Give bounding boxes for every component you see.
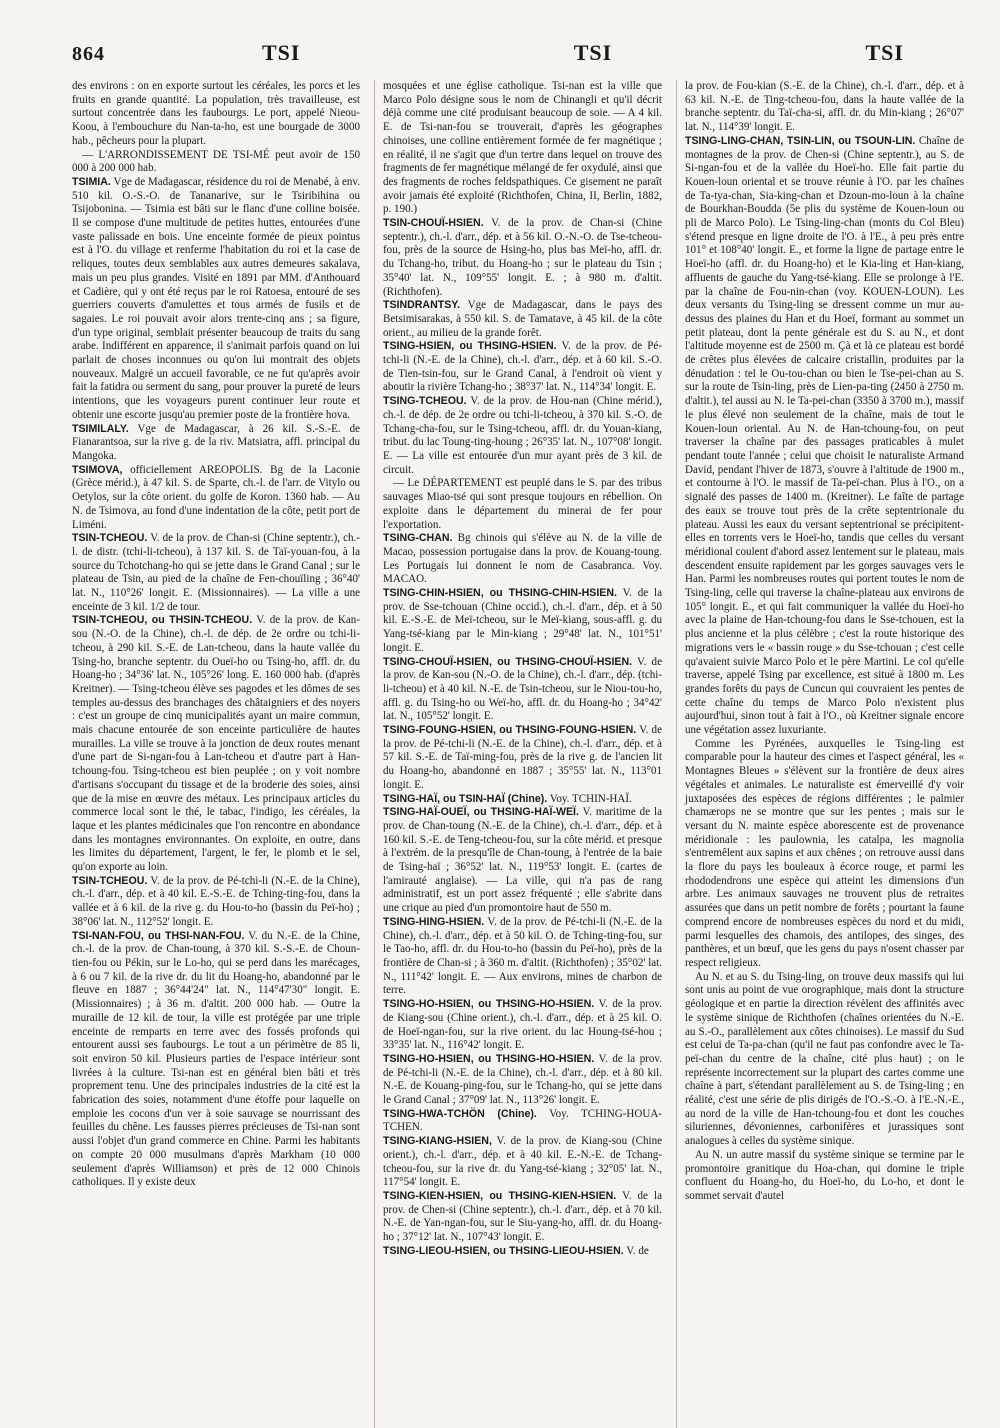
entry-text: V. de la prov. de Kiang-sou (Chine orient.), ch.-l. d'arr., dép. et à 25 kil. O. de Hoeï-ngan-fou, sur la rive orient. du lac Houng-tsé-hou ; 33°35' lat. N., 116°42' longit. E.: [383, 998, 662, 1052]
column-1: [72, 80, 360, 1428]
dictionary-entry: [383, 217, 662, 299]
entry-headword: TSIMILALY.: [72, 422, 129, 435]
column-2: [374, 80, 662, 1428]
entry-text: Au N. et au S. du Tsing-ling, on trouve deux massifs qui lui sont unis au point de vue orographique, mais dont la structure géologique et en partie la direction révèlent des affinités avec le système sinique de Richthofen (chaînes orientées du N.-E. au S.-O., parallèlement aux côtes chinoises). Le massif du Sud est celui de Ta-pa-chan (qu'il ne faut pas confondre avec le Ta-peï-chan du centre de la chaîne, cité plus haut) ; on le représente incorrectement sur la plupart des cartes comme une chaîne à part, s'étendant parallèlement au S. de Tsing-ling ; en réalité, c'est une série de plis dirigés de l'O.-S.-O. à l'E.-N.-E., au nord de la ville de Han-tchoung-fou et dont les couches siluriennes, dévoniennes, carbonifères et jurassiques sont analogues à celles du système sinique.: [685, 970, 964, 1148]
entry-headword: TSING-TCHEOU.: [383, 395, 467, 408]
entry-text: V. de la prov. de Pé-tchi-li (N.-E. de la Chine), ch.-l. d'arr., dép. et à 60 kil. S.-O. de Tien-tsin-fou, sur le Grand Canal, à l'endroit où vient y aboutir la rivière Tchang-ho ; 38°37' lat. N., 114°34' longit. E.: [383, 340, 662, 394]
dictionary-entry: [383, 340, 662, 395]
running-head-right: TSI: [865, 40, 904, 65]
entry-text: V. de la prov. de Chen-si (Chine septentr.), ch.-l. d'arr., dép. et à 70 kil. N.-E. de Yan-ngan-fou, sur le Siu-yang-ho, affl. dr. du Hoang-ho ; 37°12' lat. N., 107°43' longit. E.: [383, 1189, 662, 1244]
entry-text: Bg chinois qui s'élève au N. de la ville de Macao, possession portugaise dans la prov. de Kouang-toung. Les Portugais lui donnent le nom de Casabranca. Voy. MACAO.: [383, 532, 662, 586]
entry-headword: TSING-LIEOU-HSIEN, ou THSING-LIEOU-HSIEN.: [383, 1244, 624, 1257]
entry-headword: TSING-LING-CHAN, TSIN-LIN, ou TSOUN-LIN.: [685, 134, 916, 147]
dictionary-entry: [383, 587, 662, 656]
dictionary-entry: [383, 806, 662, 916]
entry-headword: TSING-HAÏ, ou TSIN-HAÏ (Chine).: [383, 792, 548, 805]
entry-text: Vge de Madagascar, dans le pays des Betsimisarakas, à 550 kil. S. de Tamatave, à 45 kil. de la côte orient., au milieu de la grande forêt.: [383, 299, 662, 339]
entry-headword: TSING-HO-HSIEN, ou THSING-HO-HSIEN.: [383, 1052, 595, 1065]
dictionary-entry: [383, 395, 662, 477]
dictionary-entry: [72, 464, 360, 533]
text-columns: [72, 80, 964, 1428]
entry-headword: TSING-CHIN-HSIEN, ou THSING-CHIN-HSIEN.: [383, 587, 617, 600]
dictionary-entry: [383, 1053, 662, 1108]
dictionary-entry: [72, 875, 360, 930]
entry-text: V. de la prov. de Hou-nan (Chine mérid.), ch.-l. de dép. de 2e ordre ou tchi-li-tcheou, à 370 kil. S.-O. de Tchang-cha-fou, sur le Tsing-tcheou, affl. dr. du Youan-kiang, tribut. du lac Toung-ting-houng ; 26°35' lat. N., 107°08' longit. E. — La ville est entourée d'un mur ayant près de 3 kil. de circuit.: [383, 395, 662, 476]
entry-text: Au N. un autre massif du système sinique se termine par le promontoire granitique du Hoa-chan, qui domine le triple confluent du Hoang-ho, du Hoeï-ho, du Lo-ho, et dont le sommet servait d'autel: [685, 1148, 964, 1202]
entry-text: V. de la prov. de Kiang-sou (Chine orient.), ch.-l. d'arr., dép. et à 40 kil. E.-N.-E. de Tchang-tcheou-fou, sur la rive dr. du Yang-tsé-kiang ; 32°05' lat. N., 117°54' longit. E.: [383, 1135, 662, 1189]
text-paragraph: [72, 149, 360, 176]
entry-headword: TSING-HWA-TCHÖN (Chine).: [383, 1107, 537, 1120]
dictionary-entry: [383, 1108, 662, 1135]
dictionary-entry: [383, 1190, 662, 1245]
entry-text: V. de la prov. de Kan-sou (N.-O. de la Chine), ch.-l. de dép. de 2e ordre ou tchi-li-tcheou, à 290 kil. S.-E. de Lan-tcheou, dans la haute vallée du Tsing-ho, branche septentr. du Oueï-ho ou Tsing-ho, affl. dr. du Hoang-ho ; 34°36' lat. N., 105°26' long. E. 160 000 hab. (d'après Kreitner). — Tsing-tcheou élève ses pagodes et les dômes de ses temples au-dessus des branchages des châtaigniers et des noyers : c'est un groupe de cinq municipalités ayant un maire commun, mais chacune entourée de son enceinte particulière de hautes murailles. La ville se trouve à la jonction de deux routes menant d'une part de Si-ngan-fou à Lan-tcheou et d'autre part à Han-tchoung-fou. Tsing-tcheou est bien peuplée ; on y voit nombre d'artisans s'occupant du tissage et de la broderie des soies, ainsi que de la mise en œuvre des métaux. Les principaux articles du commerce local sont le thé, le tabac, l'indigo, les céréales, la laque et les plantes médicinales que l'on rencontre en abondance dans les montagnes environnantes. On exploite, en outre, dans les limites du département, l'argent, le fer, le plomb et le sel, qu'on exporte au loin.: [72, 614, 360, 874]
page-number: 864: [72, 43, 105, 65]
entry-text: Chaîne de montagnes de la prov. de Chen-si (Chine septentr.), au S. de Si-ngan-fou et de la vallée du Hoeï-ho. Elle fait partie du Kouen-loun oriental et se trouve réunie à l'O. par les chaînes de Ta-tya-chan, Sia-king-chan et Dzoun-mo-loun à la chaîne de Bourkhan-Boudda (5e plis du système de Kouen-loun ou pli de Marco Polo). Le Tsing-ling-chan (monts du Col Bleu) s'étend presque en ligne droite de l'O. à l'E., à peu près entre 101° et 108°40' longit. E., et forme la ligne de partage entre le Hoeï-ho (affl. dr. du Hoang-ho) et le Kia-ling et Han-kiang, affluents de gauche du Yang-tsé-kiang. Elle se prolonge à l'E. par la chaîne de Fou-nin-chan (voy. KOUEN-LOUN). Les deux versants du Tsing-ling se dressent comme un mur au-dessus des plaines du Han et du Hoeï, formant au sommet un petit plateau, dont la pente générale est du S. au N., et dont l'altitude moyenne est de 2500 m. Çà et là ce plateau est bordé de crêtes plus élevées de calcaire cristallin, produites par la dénudation : tel le Ou-tou-chan ou bien le Tse-pei-chan au S. sur la route de Tsin-ling, près de Lien-pa-ting (2450 à 2750 m. d'altit.), tel aussi au N. le Ta-pei-chan (3350 à 3700 m.), massif le plus élevé non seulement de la chaîne, mais de tout le Kouen-loun oriental. Au N. de Han-tchoung-fou, on peut traverser la chaîne par des passages praticables à mulet pendant toute l'année ; celui que choisit le naturaliste Armand David, pendant l'hiver de 1873, s'ouvre à l'altitude de 1900 m., et contourne à l'O. le massif de Ta-peï-chan. Plus à l'O., on a signalé des passes de 1400 m. (Kreitner). Le faîte de partage des eaux se trouve tout près de la crête septentrionale du plateau. Aussi les eaux du versant septentrional se précipitent-elles en torrents vers le Hoeï-ho, tandis que celles du versant méridional coulent d'abord assez lentement sur le plateau, mais descendent ensuite rapidement par les gorges sauvages vers le Han. Parmi les nombreuses routes qui portent toutes le nom de Tsing-ling, celle qui traverse la chaîne-plateau aux environs de 105° longit. E., et qui fait communiquer la vallée du Hoeï-ho avec la plaine de Han-tchoung-fou dans le Sse-tchouen, est la plus ancienne et la plus célèbre ; c'est la route historique des migrations vers le « bassin rouge » du Sse-tchouan ; c'est celle qu'avaient suivie Marco Polo et le père Martini. Le col qu'elle traverse, appelé Tsing par excellence, est situé à 1800 m. Les grandes forêts du pays de Cuncun qui couvraient les pentes de cette chaîne du temps de Marco Polo n'existent plus aujourd'hui, sinon tout à fait à l'O., où Kreitner signale encore une végétation assez luxuriante.: [685, 134, 964, 737]
dictionary-entry: [685, 135, 964, 738]
running-head-center: TSI: [573, 40, 613, 65]
entry-text: V. de la prov. de Pé-tchi-li (N.-E. de la Chine), ch.-l. d'arr., dép. et à 57 kil. S.-E. de Taï-ming-fou, près de la rive g. de l'ancien lit du Hoang-ho, abandonné en 1887 ; 35°55' lat. N., 113°01 longit. E.: [383, 724, 662, 791]
entry-headword: TSIMIA.: [72, 175, 111, 188]
entry-text: Vge de Madagascar, à 26 kil. S.-S.-E. de Fianarantsoa, sur la rive g. de la riv. Matsiatra, affl. principal du Mangoka.: [72, 422, 360, 462]
entry-text: V. de la prov. de Chan-si (Chine septentr.), ch.-l. de distr. (tchi-li-tcheou), à 137 kil. S. de Taï-youan-fou, à la source du Tchotchang-ho qui se jette dans le Grand Canal ; sur le plateau de Tsin, au pied de la chaîne de Fen-chouïling ; 36°40' lat. N., 110°26' longit. E. (Missionnaires). — La ville a une enceinte de 3 kil. 1/2 de tour.: [72, 532, 360, 613]
entry-text: V. de la prov. de Pé-tchi-li (N.-E. de la Chine), ch.-l. d'arr., dép. et à 80 kil. N.-E. de Kouang-ping-fou, sur le Tchang-ho, qui se jette dans le Grand Canal ; 37°09' lat. N., 113°26' longit. E.: [383, 1052, 662, 1107]
dictionary-entry: [72, 614, 360, 874]
dictionary-entry: [383, 1135, 662, 1190]
entry-text: V. de la prov. de Pé-tchi-li (N.-E. de la Chine), ch.-l. d'arr., dép. et à 50 kil. O. de Tching-ting-fou, sur le Tao-ho, affl. dr. du Hou-to-ho (bassin du Peï-ho), près de la frontière de Chan-si ; à 360 m. d'altit. (Richthofen) ; 35°02' lat. N., 111°42' longit. E. — Aux environs, mines de charbon de terre.: [383, 915, 662, 997]
entry-headword: TSING-HING-HSIEN.: [383, 915, 485, 928]
dictionary-entry: [383, 532, 662, 587]
dictionary-entry: [383, 916, 662, 998]
entry-headword: TSING-HAÏ-OUEÏ, ou THSING-HAÏ-WEÏ.: [383, 806, 579, 819]
dictionary-entry: [72, 423, 360, 464]
text-paragraph: [72, 80, 360, 149]
text-paragraph: [383, 80, 662, 217]
dictionary-entry: [383, 656, 662, 725]
entry-headword: TSIN-TCHEOU.: [72, 874, 148, 887]
column-3: [676, 80, 964, 1428]
entry-text: Comme les Pyrénées, auxquelles le Tsing-ling est comparable pour la hauteur des cimes et l'aspect général, les « Montagnes Bleues » s'élèvent sur la frontière de deux aires végétales et animales. Le naturaliste est émerveillé d'y voir juxtaposées des espèces de régions différentes ; le palmier chamærops ne se montre que sur les pentes ; mais sur le versant du N. mainte espèce aborescente est de provenance méridionale : les paulownia, les catalpa, les magnolia s'entremêlent aux sapins et aux chênes ; on retrouve aussi dans la flore du pays les bouleaux à écorce rouge, et parmi les rhododendrons une espèce qui atteint les dimensions d'un arbre. Les animaux sauvages ne trouvent plus de retraites assurées que dans un petit nombre de forêts ; pourtant la faune comprend encore de nombreuses espèces du nord et du midi, parmi lesquelles des chamois, des antilopes, des singes, des panthères, et un bœuf, que les gens du pays n'osent chasser par respect religieux.: [685, 737, 964, 969]
entry-headword: TSING-HO-HSIEN, ou THSING-HO-HSIEN.: [383, 998, 595, 1011]
entry-text: V. de la prov. de Kan-sou (N.-O. de la Chine), ch.-l. d'arr., dép. (tchi-li-tcheou) et à 40 kil. N.-E. de Tsin-tcheou, sur le Niou-tou-ho, affl. g. du Tsing-ho ou Weï-ho, affl. dr. du Hoang-ho ; 34°42' lat. N., 105°52' longit. E.: [383, 655, 662, 723]
entry-text: Voy. TCHIN-HAÏ.: [547, 792, 632, 805]
entry-headword: TSING-KIEN-HSIEN, ou THSING-KIEN-HSIEN.: [383, 1189, 617, 1202]
page-header: [72, 40, 964, 74]
text-paragraph: [685, 971, 964, 1149]
entry-text: la prov. de Fou-kian (S.-E. de la Chine), ch.-l. d'arr., dép. et à 63 kil. N.-E. de Ting-tcheou-fou, dans la haute vallée de la branche septentr. du Taï-cha-si, affl. dr. du Min-kiang ; 26°07' lat. N., 114°39' longit. E.: [685, 80, 964, 134]
dictionary-entry: [72, 176, 360, 423]
dictionary-entry: [383, 998, 662, 1053]
text-paragraph: [685, 738, 964, 971]
entry-text: Voy. TCHING-HOUA-TCHEN.: [383, 1107, 662, 1134]
entry-headword: TSIMOVA,: [72, 463, 123, 476]
entry-headword: TSINDRANTSY.: [383, 299, 461, 312]
text-paragraph: [383, 477, 662, 532]
entry-headword: TSING-FOUNG-HSIEN, ou THSING-FOUNG-HSIEN.: [383, 724, 637, 737]
entry-headword: TSING-HSIEN, ou THSING-HSIEN.: [383, 340, 557, 353]
entry-text: V. de la prov. de Sse-tchouan (Chine occid.), ch.-l. d'arr., dép. et à 50 kil. E.-S.-E. de Meï-tcheou, sur le Meï-kiang, sous-affl. g. du Yang-tsé-kiang par le Min-kiang ; 29°48' lat. N., 101°51' longit. E.: [383, 587, 662, 654]
entry-text: V. maritime de la prov. de Chan-toung (N.-E. de la Chine), ch.-l. d'arr., dép. et à 160 kil. S.-E. de Teng-tcheou-fou, sur la côte mérid. et presque à l'extrém. de la presqu'île de Chan-toung, à l'entrée de la baie de Tsing-haï ; 36°52' lat. N., 119°53' longit. E. (cartes de l'amirauté anglaise). — La ville, qui n'a pas de rang administratif, est un port assez fréquenté ; elle s'abrite dans une crique au pied d'un promontoire haut de 550 m.: [383, 806, 662, 915]
text-paragraph: [685, 1149, 964, 1204]
running-head-left: TSI: [262, 40, 301, 65]
entry-headword: TSI-NAN-FOU, ou THSI-NAN-FOU.: [72, 929, 245, 942]
dictionary-entry: [72, 532, 360, 614]
entry-headword: TSIN-CHOUÏ-HSIEN.: [383, 217, 484, 230]
entry-text: V. de: [623, 1244, 649, 1257]
entry-text: — L'ARRONDISSEMENT DE TSI-MÉ peut avoir de 150 000 à 200 000 hab.: [72, 148, 360, 175]
entry-text: officiellement AREOPOLIS. Bg de la Laconie (Grèce mérid.), à 47 kil. S. de Sparte, ch.-l. de l'arr. de Vitylo ou Oetylos, sur la côte orient. du golfe de Koron. 1360 hab. — Au N. de Tsimova, au fond d'une indentation de la côte, petit port de Liméni.: [72, 463, 360, 531]
entry-headword: TSIN-TCHEOU, ou THSIN-TCHEOU.: [72, 614, 253, 627]
dictionary-entry: [383, 793, 662, 807]
entry-text: V. de la prov. de Chan-si (Chine septentr.), ch.-l. d'arr., dép. et à 56 kil. O.-N.-O. de Tse-tcheou-fou, près de la source de Hsing-ho, plus bas Meï-ho, affl. dr. du Tchang-ho, tribut. du Hoang-ho ; sur le plateau du Tsin ; 35°40' lat. N., 109°55' longit. E. ; à 980 m. d'altit. (Richthofen).: [383, 217, 662, 298]
entry-headword: TSING-CHAN.: [383, 532, 453, 545]
dictionary-entry: [72, 930, 360, 1190]
dictionary-entry: [383, 299, 662, 340]
text-paragraph: [685, 80, 964, 135]
entry-text: Vge de Madagascar, résidence du roi de Menabé, à env. 510 kil. O.-S.-O. de Tananarive, sur le Tsiribihina ou Tsijobonina. — Tsimia est bâti sur le flanc d'une colline boisée. Il se compose d'une multitude de petites huttes, entourées d'une vaste palissade en bois. Une enceinte formée de pieux pointus est à l'O. du village et renferme l'habitation du roi et la case de reliques, toutes deux semblables aux autres demeures sakalava, mais un peu plus grandes. Visité en 1891 par MM. d'Anthouard et Cadière, qui y ont été reçus par le roi Ratoesa, entouré de ses guerriers couverts d'amulettes et tous armés de fusils et de sagaies. Le roi pouvait avoir alors trente-cinq ans ; sa figure, d'un type original, semblait présenter beaucoup de traits du sang arabe. Indifférent en apparence, il s'animait parfois quand on lui parlait de choses inconnues ou qu'on lui montrait des objets nouveaux. Malgré un accueil favorable, ce ne fut qu'après avoir fait la fatidra ou serment du sang, pour prouver la pureté de leurs intentions, que les voyageurs purent continuer leur route et obtenir une escorte jusqu'au premier poste de la frontière hova.: [72, 175, 360, 421]
entry-headword: TSING-KIANG-HSIEN,: [383, 1135, 492, 1148]
entry-text: des environs : on en exporte surtout les céréales, les porcs et les fruits en grande quantité. La population, très travailleuse, est surtout concentrée dans les faubourgs. Le port, appelé Nieou-Koou, à l'embouchure du Nan-ta-ho, est une bourgade de 3000 hab., pêcheurs pour la plupart.: [72, 80, 360, 147]
entry-text: mosquées et une église catholique. Tsi-nan est la ville que Marco Polo désigne sous le nom de Chinangli et qu'il décrit déjà comme une cité produisant beaucoup de soie. — A 4 kil. E. de Tsi-nan-fou se trouverait, d'après les géographes chinoises, une colline entièrement formée de fer magnétique ; en réalité, il ne s'agit que d'un tertre dans lequel on trouve des fragments de fer magnétique mélangé de fer oxydulé, ainsi que des fragments de roches feldspathiques. Ce gisement ne paraît avoir jamais été exploité (Richthofen, China, II, Berlin, 1882, p. 190.): [383, 80, 662, 216]
entry-headword: TSING-CHOUÏ-HSIEN, ou THSING-CHOUÏ-HSIEN.: [383, 655, 633, 668]
entry-text: V. du N.-E. de la Chine, ch.-l. de la prov. de Chan-toung, à 370 kil. S.-S.-E. de Choun-tien-fou ou Pékin, sur le Lo-ho, qui se perd dans les marécages, à 6 ou 7 kil. de la rive dr. du lit du Hoang-ho, abandonné par le fleuve en 1887 ; 36°44'24" lat. N., 114°47'30" longit. E. (Missionnaires) ; à 36 m. d'altit. 200 000 hab. — Outre la muraille de 12 kil. de tour, la ville est protégée par une triple enceinte de remparts en terre avec des fossés profonds qui entourent aussi ses faubourgs. Le tout a un périmètre de 85 li, soit environ 50 kil. Plusieurs parties de l'espace intérieur sont livrées à la culture. Tsi-nan est en général bien bâti et très proprement tenu. Une des principales industries de la cité est la fabrication des soies, notamment d'une étoffe pour laquelle on emploie les cocons d'un ver à soie sauvage se nourrissant des feuilles du chêne. Les fausses pierres précieuses de Tsi-nan sont aussi l'objet d'un grand commerce en Chine. Parmi les habitants on compte 20 000 musulmans d'après Markham (10 000 seulement d'après Williamson) et près de 12 000 Chinois catholiques. Il y existe deux: [72, 929, 360, 1189]
dictionary-entry: [383, 724, 662, 793]
dictionary-entry: [383, 1245, 662, 1259]
entry-text: — Le DÉPARTEMENT est peuplé dans le S. par des tribus sauvages Miao-tsé qui sont presque toujours en rébellion. On exploite dans le département du minerai de fer pour l'exportation.: [383, 477, 662, 531]
entry-text: V. de la prov. de Pé-tchi-li (N.-E. de la Chine), ch.-l. d'arr., dép. et à 40 kil. E.-S.-E. de Tching-ting-fou, dans la vallée et à 6 kil. de la rive g. du Hou-to-ho (bassin du Peï-ho) ; 38°06' lat. N., 112°52' longit. E.: [72, 874, 360, 928]
entry-headword: TSIN-TCHEOU.: [72, 532, 148, 545]
